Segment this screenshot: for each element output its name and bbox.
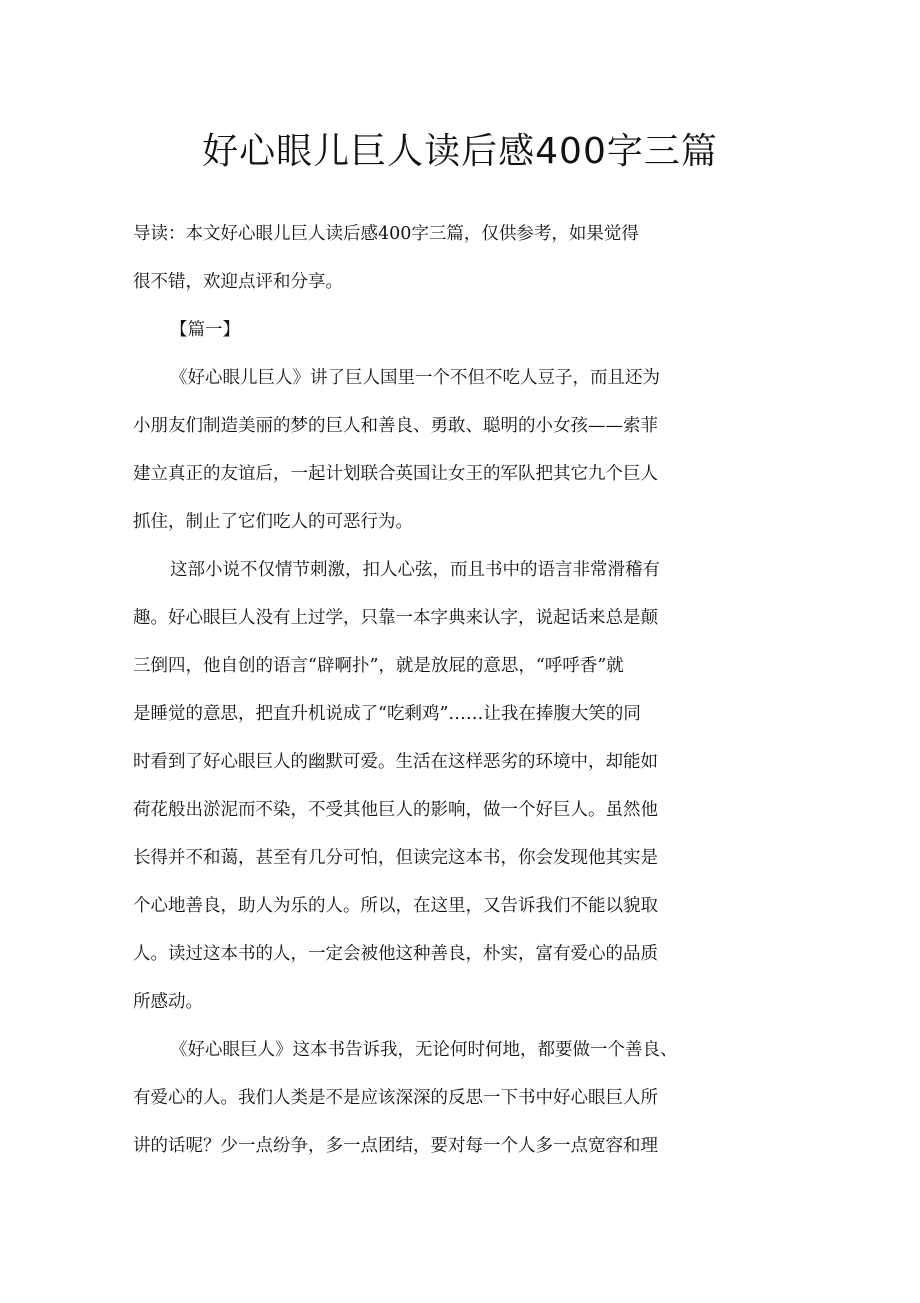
paragraph-line: 长得并不和蔼，甚至有几分可怕，但读完这本书，你会发现他其实是 (133, 848, 658, 868)
paragraph-line: 是睡觉的意思，把直升机说成了“吃剩鸡”……让我在捧腹大笑的同 (133, 704, 641, 724)
document-title: 好心眼儿巨人读后感400字三篇 (202, 131, 718, 172)
paragraph-line: 所感动。 (133, 992, 203, 1012)
paragraph-line: 《好心眼巨人》这本书告诉我，无论何时何地，都要做一个善良、 (170, 1040, 678, 1060)
paragraph-line: 个心地善良，助人为乐的人。所以，在这里，又告诉我们不能以貌取 (133, 896, 658, 916)
paragraph-line: 时看到了好心眼巨人的幽默可爱。生活在这样恶劣的环境中，却能如 (133, 752, 658, 772)
paragraph-line: 抓住，制止了它们吃人的可恶行为。 (133, 512, 413, 532)
intro-line: 导读：本文好心眼儿巨人读后感400字三篇，仅供参考，如果觉得 (133, 224, 639, 244)
paragraph-line: 小朋友们制造美丽的梦的巨人和善良、勇敢、聪明的小女孩——索菲 (133, 416, 658, 436)
section-heading: 【篇一】 (170, 320, 240, 340)
paragraph-line: 这部小说不仅情节刺激，扣人心弦，而且书中的语言非常滑稽有 (170, 560, 660, 580)
paragraph-line: 三倒四，他自创的语言“辟啊扑”，就是放屁的意思，“呼呼香”就 (133, 656, 624, 676)
paragraph-line: 建立真正的友谊后，一起计划联合英国让女王的军队把其它九个巨人 (133, 464, 658, 484)
paragraph-line: 荷花般出淤泥而不染，不受其他巨人的影响，做一个好巨人。虽然他 (133, 800, 658, 820)
paragraph-line: 人。读过这本书的人，一定会被他这种善良，朴实，富有爱心的品质 (133, 944, 658, 964)
paragraph-line: 讲的话呢？少一点纷争，多一点团结，要对每一个人多一点宽容和理 (133, 1136, 658, 1156)
paragraph-line: 《好心眼儿巨人》讲了巨人国里一个不但不吃人豆子，而且还为 (170, 368, 660, 388)
paragraph-line: 有爱心的人。我们人类是不是应该深深的反思一下书中好心眼巨人所 (133, 1088, 658, 1108)
intro-line: 很不错，欢迎点评和分享。 (133, 272, 343, 292)
paragraph-line: 趣。好心眼巨人没有上过学，只靠一本字典来认字，说起话来总是颠 (133, 608, 658, 628)
